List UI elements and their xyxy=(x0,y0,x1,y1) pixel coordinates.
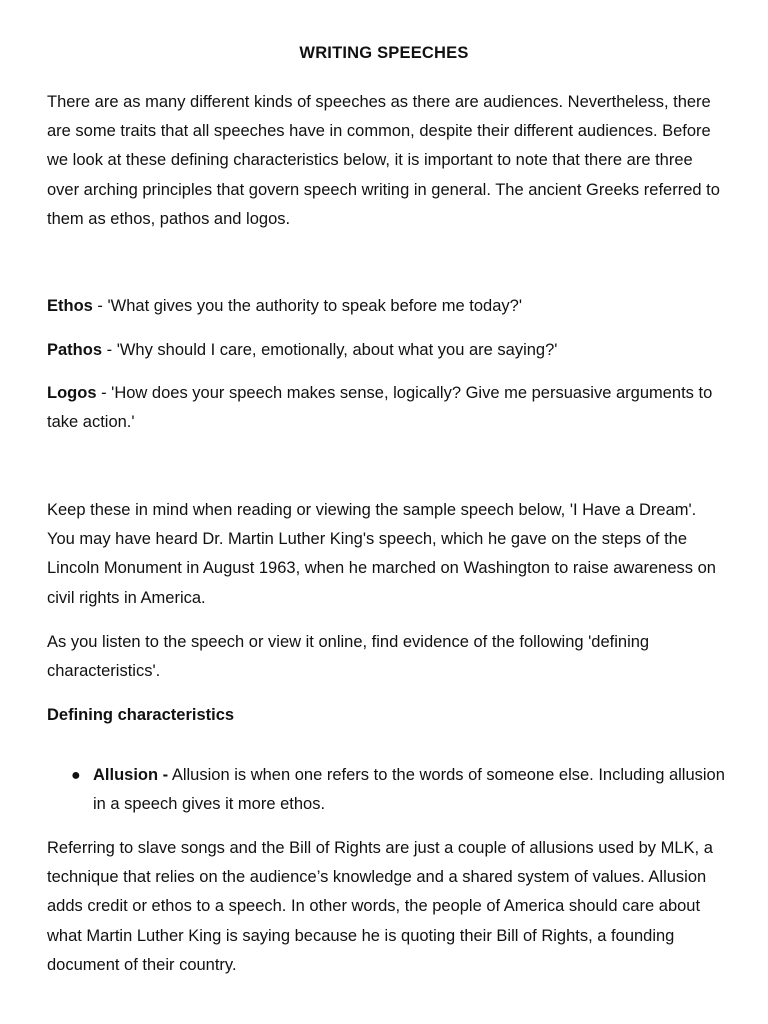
intro-paragraph: There are as many different kinds of speeches as there are audiences. Nevertheless, there are some traits that all speeches have in common, despite their different audiences. Before we look at these defining characteristics below, it is important to note that there are three over arching principles that govern speech writing in general. The ancient Greeks referred to them as ethos, pathos and logos. xyxy=(47,93,720,228)
principle-logos xyxy=(47,379,727,437)
allusion-explanation-paragraph: Referring to slave songs and the Bill of Rights are just a couple of allusions used by MLK, a technique that relies on the audience’s knowledge and a shared system of values. Allusion adds credit or ethos to a speech. In other words, the people of America should care about what Martin Luther King is saying because he is quoting their Bill of Rights, a founding document of their country. xyxy=(47,839,713,974)
principle-ethos xyxy=(47,292,727,321)
bullet-term: Allusion - xyxy=(93,766,169,784)
principle-term: Ethos xyxy=(47,297,93,315)
section-heading: Defining characteristics xyxy=(47,706,235,724)
list-item-allusion xyxy=(71,761,727,819)
principle-term: Logos xyxy=(47,384,97,402)
bullet-text: Allusion is when one refers to the words of someone else. Including allusion in a speech gives it more ethos. xyxy=(93,766,725,814)
principle-pathos xyxy=(47,336,727,365)
principle-separator: - xyxy=(96,384,112,402)
keep-in-mind-paragraph: Keep these in mind when reading or viewing the sample speech below, 'I Have a Dream'. You may have heard Dr. Martin Luther King's speech, which he gave on the steps of the Lincoln Monument in August 1963, when he marched on Washington to raise awareness on civil rights in America. xyxy=(47,501,716,607)
principle-text: 'How does your speech makes sense, logically? Give me persuasive arguments to take action.' xyxy=(47,384,713,432)
principle-separator: - xyxy=(92,297,108,315)
document-title: WRITING SPEECHES xyxy=(299,44,469,62)
listen-paragraph: As you listen to the speech or view it online, find evidence of the following 'defining characteristics'. xyxy=(47,633,650,681)
principle-text: 'Why should I care, emotionally, about what you are saying?' xyxy=(116,341,558,359)
principle-separator: - xyxy=(102,341,117,359)
bullet-icon: ● xyxy=(71,767,81,784)
principle-term: Pathos xyxy=(47,341,103,359)
principle-text: 'What gives you the authority to speak before me today?' xyxy=(107,297,522,315)
